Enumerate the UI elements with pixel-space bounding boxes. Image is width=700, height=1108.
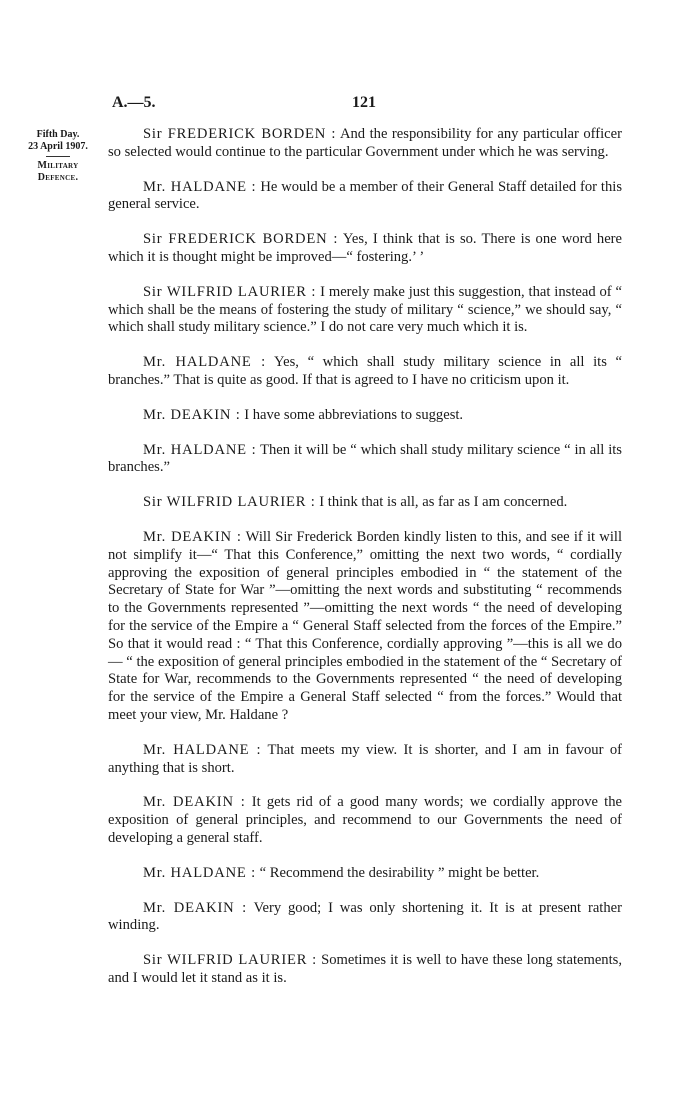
paragraph bbox=[108, 354, 622, 390]
speaker-name: Sir FREDERICK BORDEN : bbox=[143, 126, 337, 142]
speech-text: Very good; I was only shortening it. It is at present rather winding. bbox=[108, 899, 622, 934]
speech-text: Then it will be “ which shall study military science “ in all its branches.” bbox=[108, 441, 622, 476]
speaker-name: Mr. HALDANE : bbox=[143, 864, 256, 881]
speech-text: Will Sir Frederick Borden kindly listen to this, and see if it will not simplify it—“ That this Conference,” omitting the next two words, “ cordially approving the exposition of general principles embodied in “ the statement of the Secretary of State for War ”—omitting the next words and substituting “ recommends to the Governments represented ”—omitting the next words “ the need of developing for the service of the Empire a “ General Staff selected from the forces of the Empire.” So that it would read : “ That this Conference, cordially approving ”—this is all we do— “ the exposition of general principles embodied in the statement of the “ Secretary of State for War, recommends to the Governments represented “ the need of developing for the service of the Empire a General Staff selected “ from the forces.” Would that meet your view, Mr. Haldane ? bbox=[108, 528, 622, 723]
paragraph bbox=[108, 284, 622, 337]
speech-text: Yes, I think that is so. There is one word here which it is thought might be improved—“ fostering.’ ’ bbox=[108, 231, 623, 265]
speech-text: Sometimes it is well to have these long statements, and I would let it stand as it is. bbox=[108, 952, 622, 986]
speech-text: He would be a member of their General Staff detailed for this general service. bbox=[108, 178, 622, 213]
speaker-name: Mr. DEAKIN : bbox=[143, 899, 247, 916]
margin-day: Fifth Day. bbox=[36, 129, 80, 140]
paragraph bbox=[108, 179, 622, 215]
speech-text: It gets rid of a good many words; we cordially approve the exposition of general principles, and recommend to our Governments the need of developing a general staff. bbox=[108, 794, 622, 846]
speaker-name: Mr. HALDANE : bbox=[143, 178, 257, 195]
speech-text: I think that is all, as far as I am concerned. bbox=[319, 494, 568, 511]
paragraph bbox=[108, 952, 622, 988]
speaker-name: Mr. DEAKIN : bbox=[143, 794, 246, 811]
speech-text: I have some abbreviations to suggest. bbox=[244, 406, 464, 423]
paragraph bbox=[108, 900, 622, 936]
speaker-name: Sir WILFRID LAURIER : bbox=[143, 952, 318, 969]
margin-topic-line1: Military bbox=[37, 160, 79, 171]
speech-text: I merely make just this suggestion, that instead of “ which shall be the means of fostering the study of military “ science,” we should say, “ which shall study military science.” I do not care very much which it is. bbox=[108, 283, 622, 336]
margin-divider bbox=[46, 156, 70, 157]
paragraph bbox=[108, 231, 622, 267]
page-number: 121 bbox=[352, 94, 376, 111]
paragraph bbox=[108, 865, 622, 883]
speaker-name: Mr. DEAKIN : bbox=[143, 528, 242, 545]
margin-date: 23 April 1907. bbox=[28, 141, 88, 152]
speaker-name: Mr. HALDANE : bbox=[143, 741, 262, 758]
speaker-name: Mr. HALDANE : bbox=[143, 354, 266, 371]
speech-text: That meets my view. It is shorter, and I am in favour of anything that is short. bbox=[108, 741, 622, 776]
speaker-name: Sir WILFRID LAURIER : bbox=[143, 494, 316, 511]
margin-topic-line2: Defence. bbox=[37, 172, 79, 183]
paragraph bbox=[108, 407, 622, 425]
speech-text: Yes, “ which shall study military science in all its “ branches.” That is quite as good. If that is agreed to I have no criticism upon it. bbox=[108, 354, 622, 388]
paragraph bbox=[108, 794, 622, 847]
paragraph bbox=[108, 742, 622, 778]
paragraph bbox=[108, 529, 622, 725]
speaker-name: Mr. HALDANE : bbox=[143, 441, 257, 458]
transcript-body bbox=[108, 126, 622, 1005]
paragraph bbox=[108, 442, 622, 478]
speech-text: “ Recommend the desirability ” might be better. bbox=[259, 864, 540, 881]
speaker-name: Sir WILFRID LAURIER : bbox=[143, 283, 317, 300]
speech-text: And the responsibility for any particular officer so selected would continue to the particular Government under which he was serving. bbox=[108, 126, 622, 160]
paragraph bbox=[108, 494, 622, 512]
speaker-name: Sir FREDERICK BORDEN : bbox=[143, 231, 339, 248]
section-header: A.—5. bbox=[112, 94, 156, 111]
margin-note bbox=[24, 129, 92, 184]
speaker-name: Mr. DEAKIN : bbox=[143, 406, 241, 423]
paragraph bbox=[108, 126, 622, 162]
